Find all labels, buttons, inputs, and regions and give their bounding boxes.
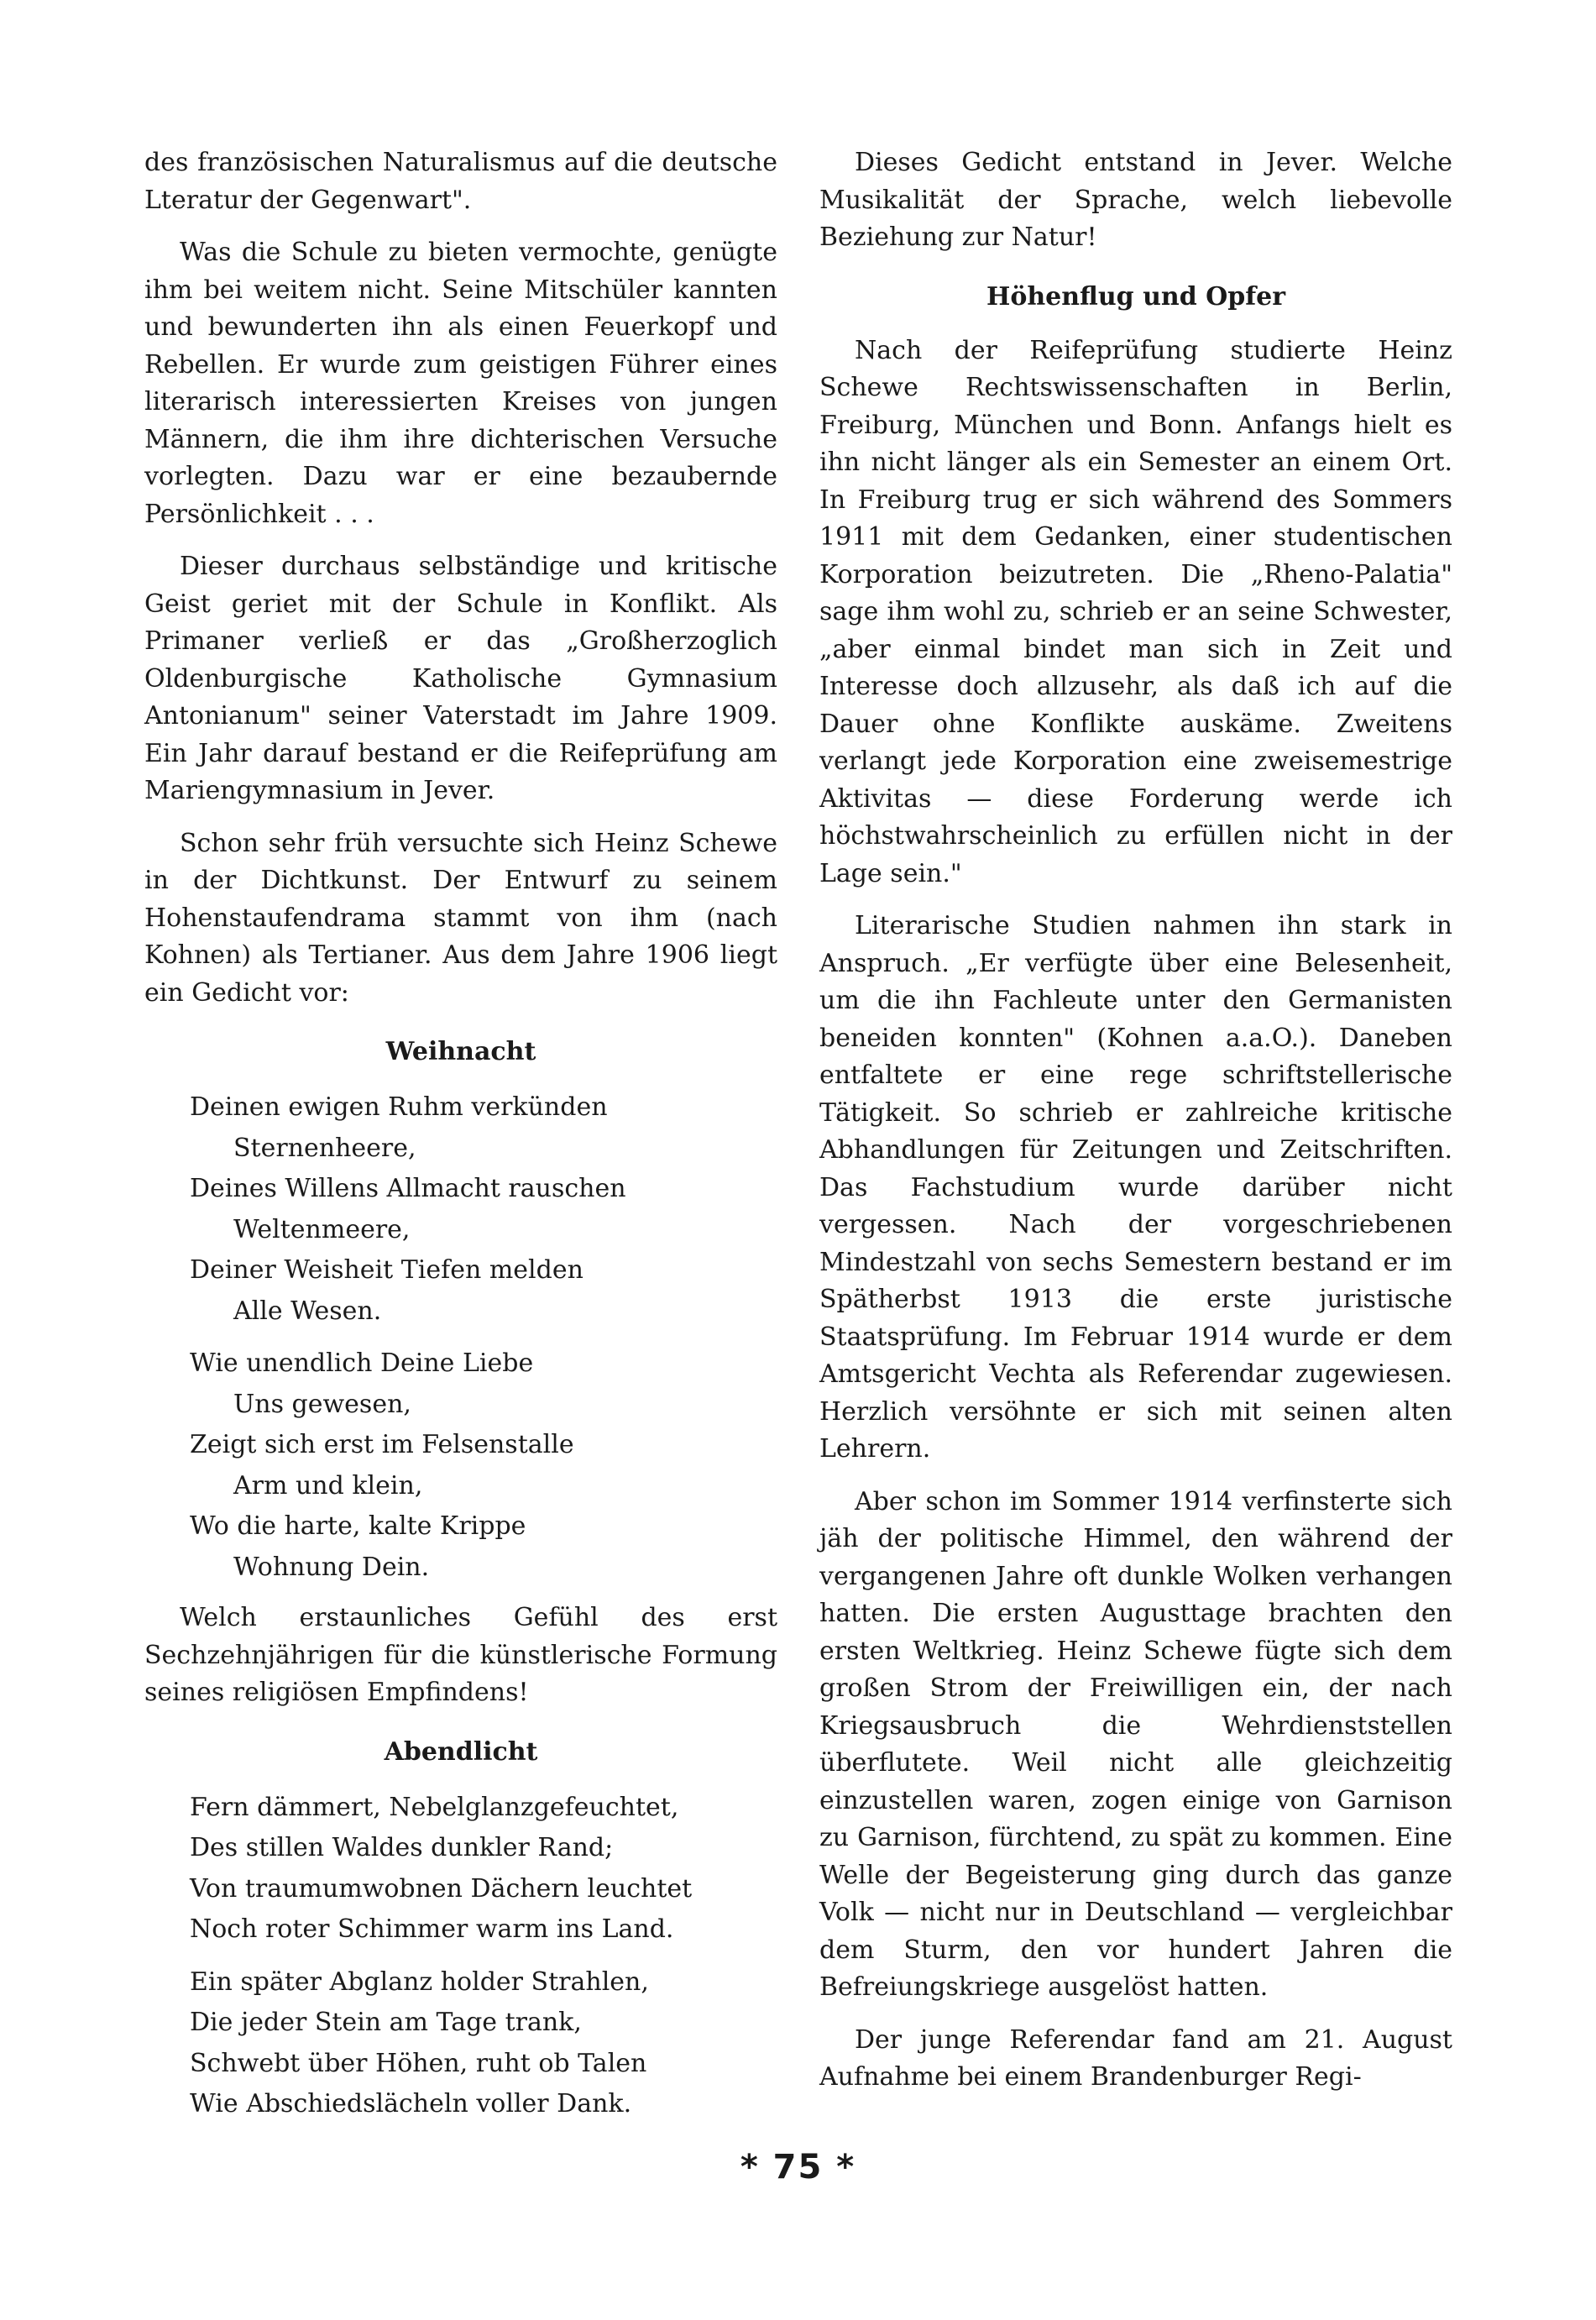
- poem-title-weihnacht: Weihnacht: [385, 1037, 536, 1066]
- poem-line: Sternenheere,: [233, 1133, 416, 1163]
- poem-stanza: [190, 1962, 777, 2125]
- poem-line: Von traumumwobnen Dächern leuchtet: [190, 1873, 693, 1904]
- poem-line: Wie Abschiedslächeln voller Dank.: [190, 2089, 632, 2118]
- poem-line: Deinen ewigen Ruhm verkünden: [190, 1092, 608, 1122]
- poem-title-abendlicht: Abendlicht: [384, 1736, 538, 1767]
- poem-line: Schwebt über Höhen, ruht ob Talen: [190, 2048, 647, 2078]
- poem-line: Arm und klein,: [233, 1470, 423, 1500]
- poem-stanza: [190, 1343, 777, 1588]
- poem-line: Noch roter Schimmer warm ins Land.: [190, 1914, 674, 1944]
- paragraph: des französischen Naturalismus auf die deutsche Lteratur der Gegenwart".: [144, 148, 777, 215]
- poem-line: Zeigt sich erst im Felsenstalle: [190, 1430, 574, 1459]
- section-heading: Höhenflug und Opfer: [986, 281, 1286, 312]
- paragraph: Schon sehr früh versuchte sich Heinz Schewe in der Dichtkunst. Der Entwurf zu seinem Hohenstaufendrama stammt von ihm (nach Kohnen) als Tertianer. Aus dem Jahre 1906 liegt ein Gedicht vor:: [144, 828, 777, 1008]
- paragraph: Dieses Gedicht entstand in Jever. Welche Musikalität der Sprache, welch liebevolle Beziehung zur Natur!: [819, 148, 1452, 252]
- poem-line: Deines Willens Allmacht rauschen: [190, 1174, 626, 1203]
- poem-line: Uns gewesen,: [233, 1389, 411, 1419]
- poem-stanza: [190, 1788, 777, 1951]
- poem-line: Wo die harte, kalte Krippe: [190, 1511, 526, 1541]
- paragraph: Der junge Referendar fand am 21. August Aufnahme bei einem Brandenburger Regi-: [819, 2024, 1452, 2092]
- right-column: [819, 144, 1452, 2112]
- poem-line: Die jeder Stein am Tage trank,: [190, 2008, 582, 2037]
- poem-line: Weltenmeere,: [233, 1214, 411, 1244]
- left-column: [144, 144, 777, 2137]
- paragraph: Was die Schule zu bieten vermochte, genügte ihm bei weitem nicht. Seine Mitschüler kannten und bewunderten ihn als einen Feuerkopf und Rebellen. Er wurde zum geistigen Führer eines literarisch interessierten Kreises von jungen Männern, die ihm ihre dichterischen Versuche vorlegten. Dazu war er eine bezaubernde Persönlichkeit . . .: [144, 238, 777, 529]
- poem-line: Wie unendlich Deine Liebe: [190, 1349, 534, 1378]
- paragraph: Welch erstaunliches Gefühl des erst Sechzehnjährigen für die künstlerische Formung seines religiösen Empfindens!: [144, 1603, 777, 1707]
- paragraph: Literarische Studien nahmen ihn stark in Anspruch. „Er verfügte über eine Belesenheit, um die ihn Fachleute unter den Germanisten beneiden konnten" (Kohnen a.a.O.). Daneben entfaltete er eine rege schriftstellerische Tätigkeit. So schrieb er zahlreiche kritische Abhandlungen für Zeitungen und Zeitschriften. Das Fachstudium wurde darüber nicht vergessen. Nach der vorgeschriebenen Mindestzahl von sechs Semestern bestand er im Spätherbst 1913 die erste juristische Staatsprüfung. Im Februar 1914 wurde er dem Amtsgericht Vechta als Referendar zugewiesen. Herzlich versöhnte er sich mit seinen alten Lehrern.: [819, 911, 1452, 1464]
- poem-line: Des stillen Waldes dunkler Rand;: [190, 1833, 614, 1862]
- poem-line: Alle Wesen.: [233, 1296, 382, 1326]
- poem-line: Wohnung Dein.: [233, 1552, 430, 1582]
- poem-line: Ein später Abglanz holder Strahlen,: [190, 1967, 649, 1997]
- poem-line: Fern dämmert, Nebelglanzgefeuchtet,: [190, 1792, 679, 1822]
- paragraph: Nach der Reifeprüfung studierte Heinz Schewe Rechtswissenschaften in Berlin, Freiburg, München und Bonn. Anfangs hielt es ihn nicht länger als ein Semester an einem Ort. In Freiburg trug er sich während des Sommers 1911 mit dem Gedanken, einer studentischen Korporation beizutreten. Die „Rheno-Palatia" sage ihm wohl zu, schrieb er an seine Schwester, „aber einmal bindet man sich in Zeit und Interesse doch allzusehr, als daß ich auf die Dauer ohne Konflikte auskäme. Zweitens verlangt jede Korporation eine zweisemestrige Aktivitas — diese Forderung werde ich höchstwahrscheinlich zu erfüllen nicht in der Lage sein.": [819, 335, 1452, 888]
- paragraph: Dieser durchaus selbständige und kritische Geist geriet mit der Schule in Konflikt. Als Primaner verließ er das „Großherzoglich Oldenburgische Katholische Gymnasium Antonianum" seiner Vaterstadt im Jahre 1909. Ein Jahr darauf bestand er die Reifeprüfung am Mariengymnasium in Jever.: [144, 552, 777, 805]
- page-number: * 75 *: [740, 2148, 856, 2186]
- poem-line: Deiner Weisheit Tiefen melden: [190, 1255, 583, 1285]
- poem-stanza: [190, 1087, 777, 1332]
- paragraph: Aber schon im Sommer 1914 verfinsterte sich jäh der politische Himmel, den während der vergangenen Jahre oft dunkle Wolken verhangen hatten. Die ersten Augusttage brachten den ersten Weltkrieg. Heinz Schewe fügte sich dem großen Strom der Freiwilligen ein, der nach Kriegsausbruch die Wehrdienststellen überflutete. Weil nicht alle gleichzeitig einzustellen waren, zogen einige von Garnison zu Garnison, fürchtend, zu spät zu kommen. Eine Welle der Begeisterung ging durch das ganze Volk — nicht nur in Deutschland — vergleichbar dem Sturm, den vor hundert Jahren die Befreiungskriege ausgelöst hatten.: [819, 1486, 1452, 2002]
